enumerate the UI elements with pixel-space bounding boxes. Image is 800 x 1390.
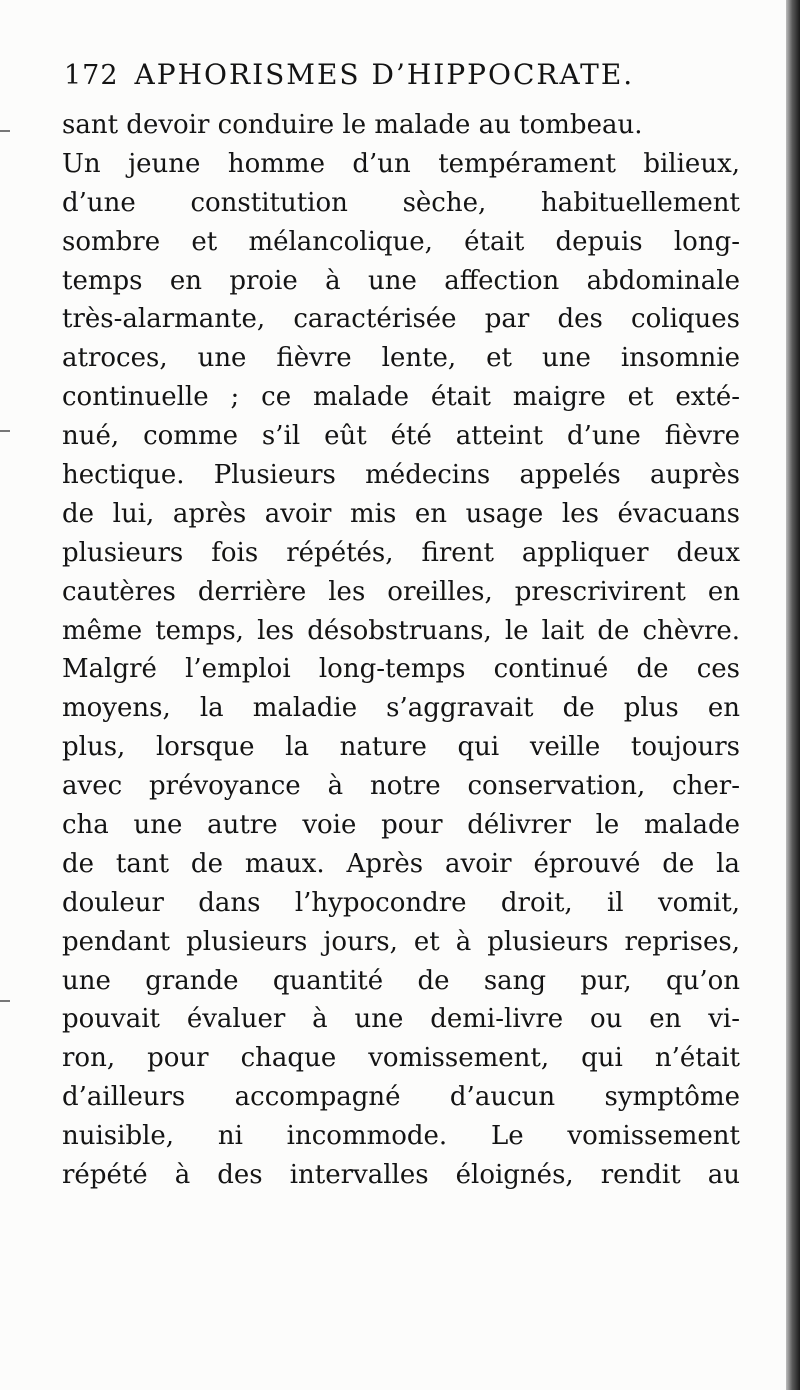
- text-line: cha une autre voie pour délivrer le malade: [62, 810, 740, 841]
- body-text: [62, 106, 740, 1195]
- margin-mark: [0, 1000, 10, 1002]
- text-line: temps en proie à une affection abdominale: [62, 265, 740, 296]
- text-line: avec prévoyance à notre conservation, cher-: [62, 771, 740, 802]
- text-line: pouvait évaluer à une demi-livre ou en vi-: [62, 1004, 740, 1035]
- text-line: moyens, la maladie s’aggravait de plus en: [62, 693, 740, 724]
- text-block: [62, 58, 740, 1195]
- text-line: plus, lorsque la nature qui veille toujours: [62, 732, 740, 763]
- text-line: pendant plusieurs jours, et à plusieurs reprises,: [62, 926, 740, 957]
- text-line: une grande quantité de sang pur, qu’on: [62, 965, 740, 996]
- text-line: Malgré l’emploi long-temps continué de ces: [62, 654, 740, 685]
- scan-edge: [786, 0, 800, 1390]
- page-number: 172: [64, 60, 119, 91]
- text-line: hectique. Plusieurs médecins appelés auprès: [62, 460, 740, 491]
- text-line: nué, comme s’il eût été atteint d’une fièvre: [62, 421, 740, 452]
- page-header: [64, 58, 740, 106]
- text-line: même temps, les désobstruans, le lait de chèvre.: [62, 615, 740, 646]
- text-line: atroces, une fièvre lente, et une insomnie: [62, 343, 740, 374]
- text-line: d’une constitution sèche, habituellement: [62, 187, 740, 218]
- text-line: sant devoir conduire le malade au tombeau.: [62, 110, 643, 140]
- text-line: très-alarmante, caractérisée par des coliques: [62, 304, 740, 335]
- text-line: plusieurs fois répétés, firent appliquer deux: [62, 537, 740, 568]
- text-line: sombre et mélancolique, était depuis long-: [62, 226, 740, 257]
- text-line: Un jeune homme d’un tempérament bilieux,: [62, 148, 740, 179]
- text-line: d’ailleurs accompagné d’aucun symptôme: [62, 1082, 740, 1113]
- text-line: répété à des intervalles éloignés, rendit au: [62, 1160, 740, 1191]
- margin-mark: [0, 430, 10, 432]
- running-title: APHORISMES D’HIPPOCRATE.: [134, 58, 635, 91]
- text-line: douleur dans l’hypocondre droit, il vomit,: [62, 887, 740, 918]
- text-line: de tant de maux. Après avoir éprouvé de la: [62, 848, 740, 879]
- text-line: nuisible, ni incommode. Le vomissement: [62, 1121, 740, 1152]
- text-line: cautères derrière les oreilles, prescrivirent en: [62, 576, 740, 607]
- text-line: ron, pour chaque vomissement, qui n’était: [62, 1043, 740, 1074]
- text-line: continuelle ; ce malade était maigre et exté-: [62, 382, 740, 413]
- text-line: de lui, après avoir mis en usage les évacuans: [62, 498, 740, 529]
- margin-mark: [0, 130, 10, 132]
